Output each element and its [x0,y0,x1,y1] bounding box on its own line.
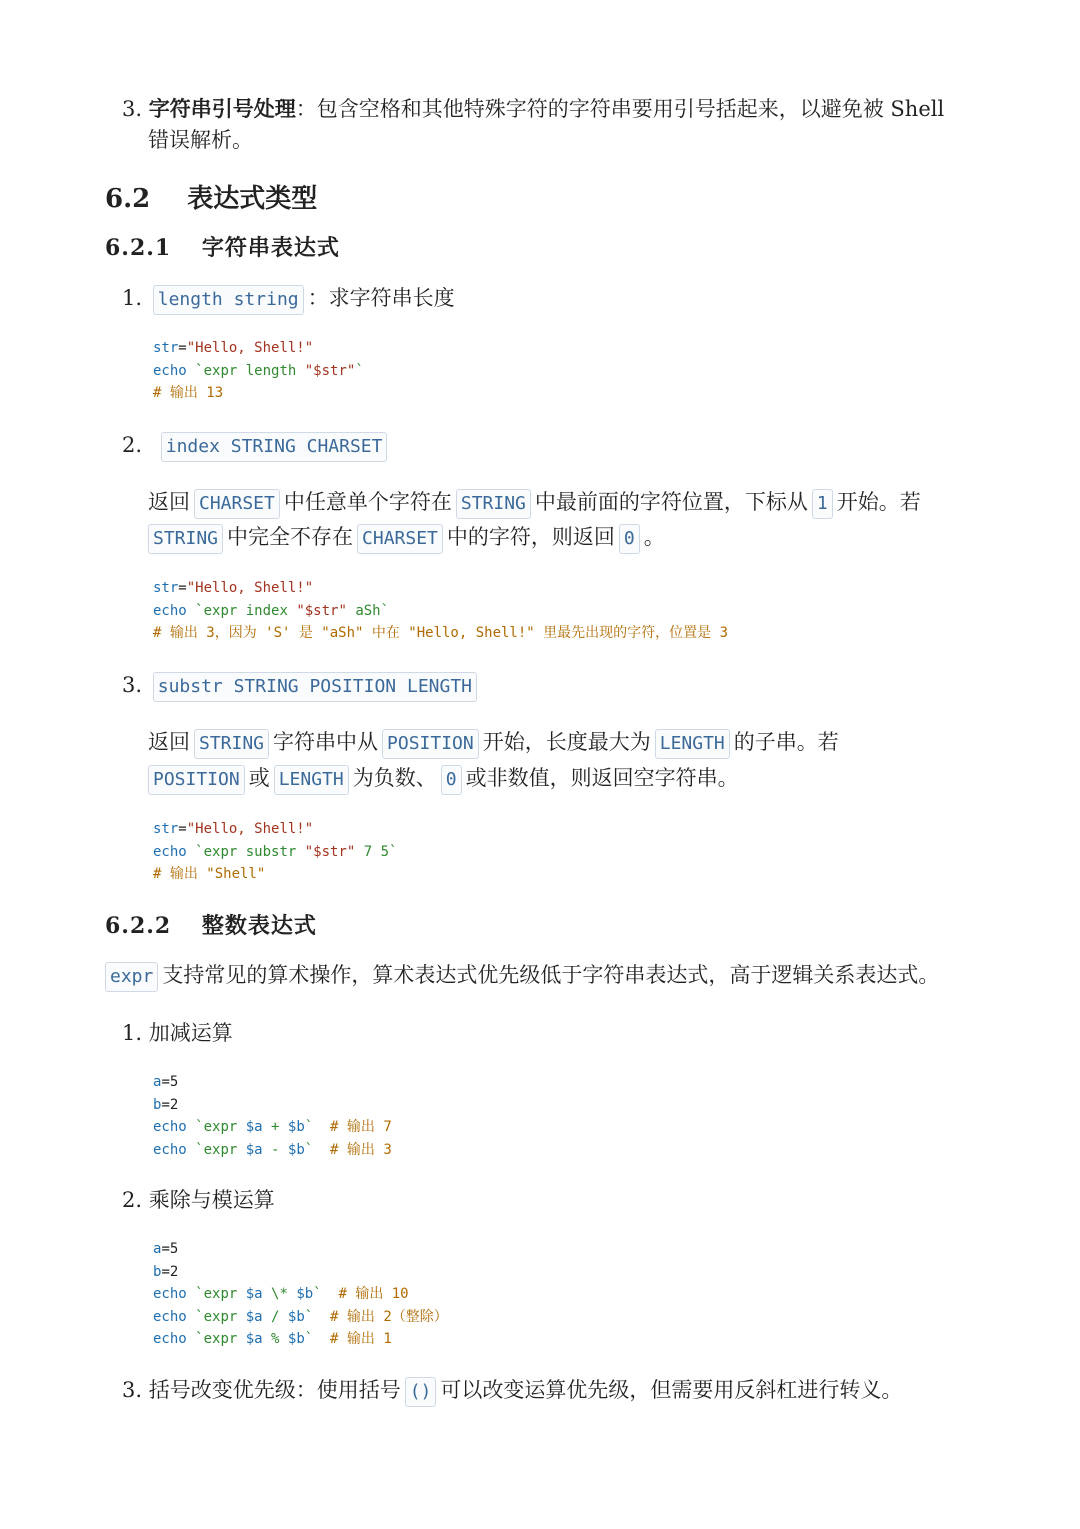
code-line: b=2 [153,1096,179,1113]
list-item: 1. length string ：求字符串长度 [122,283,455,315]
list-item-continuation: 错误解析。 [148,128,253,152]
inline-code: 0 [441,765,462,795]
code-block [153,577,728,645]
code-block [153,1071,392,1161]
code-line: str="Hello, Shell!" [153,580,314,596]
inline-code: index STRING CHARSET [161,432,388,462]
code-line: str="Hello, Shell!" [153,340,314,356]
subsection-heading: 6.2.2 整数表达式 [105,913,317,939]
code-line: # 输出 13 [153,385,224,401]
inline-code: STRING [148,524,223,554]
code-line: # 输出 "Shell" [153,866,266,882]
inline-code: LENGTH [655,729,730,759]
list-item: 3. 字符串引号处理：包含空格和其他特殊字符的字符串要用引号括起来，以避免被 Shell [122,96,945,121]
code-line: echo `expr $a - $b` # 输出 3 [153,1141,392,1158]
subsection-heading: 6.2.1 字符串表达式 [105,235,340,261]
inline-code: POSITION [148,765,245,795]
inline-code: length string [153,285,304,315]
code-block [153,337,364,405]
inline-code: STRING [456,489,531,519]
code-line: echo `expr substr "$str" 7 5` [153,843,398,860]
code-line: echo `expr $a \* $b` # 输出 10 [153,1286,409,1302]
list-item: 2. index STRING CHARSET [122,430,391,462]
list-item-title: 字符串引号处理 [148,96,296,121]
inline-code: () [405,1377,437,1407]
code-line: # 输出 3，因为 'S' 是 "aSh" 中在 "Hello, Shell!" 里最先出现的字符，位置是 3 [153,625,729,641]
paragraph: 返回 STRING 字符串中从 POSITION 开始，长度最大为 LENGTH 的子串。若 [148,727,839,759]
code-line: echo `expr index "$str" aSh` [153,602,390,619]
code-line: echo `expr length "$str"` [153,362,364,379]
list-item: 3. 括号改变优先级：使用括号 () 可以改变运算优先级，但需要用反斜杠进行转义。 [122,1375,902,1407]
code-line: str="Hello, Shell!" [153,821,314,837]
inline-code: substr STRING POSITION LENGTH [153,672,477,702]
inline-code: expr [105,962,158,992]
code-line: echo `expr $a + $b` # 输出 7 [153,1119,392,1135]
paragraph: expr 支持常见的算术操作，算术表达式优先级低于字符串表达式，高于逻辑关系表达式。 [105,960,939,992]
inline-code: LENGTH [274,765,349,795]
code-line: b=2 [153,1263,179,1280]
paragraph: 返回 CHARSET 中任意单个字符在 STRING 中最前面的字符位置，下标从 1 开始。若 [148,487,921,519]
code-line: echo `expr $a / $b` # 输出 2（整除） [153,1308,448,1325]
inline-code: 1 [812,489,833,519]
inline-code: CHARSET [357,524,443,554]
inline-code: CHARSET [194,489,280,519]
paragraph: STRING 中完全不存在 CHARSET 中的字符，则返回 0 。 [148,522,665,554]
code-line: echo `expr $a % $b` # 输出 1 [153,1331,392,1347]
code-block [153,1238,448,1351]
code-block [153,818,397,886]
inline-code: POSITION [382,729,479,759]
code-line: a=5 [153,1241,179,1257]
section-heading: 6.2 表达式类型 [105,184,318,214]
paragraph: POSITION 或 LENGTH 为负数、 0 或非数值，则返回空字符串。 [148,763,739,795]
inline-code: 0 [619,524,640,554]
code-line: a=5 [153,1074,179,1090]
list-item: 2. 乘除与模运算 [122,1188,275,1212]
list-item: 1. 加减运算 [122,1021,233,1045]
inline-code: STRING [194,729,269,759]
list-item: 3. substr STRING POSITION LENGTH [122,670,481,702]
